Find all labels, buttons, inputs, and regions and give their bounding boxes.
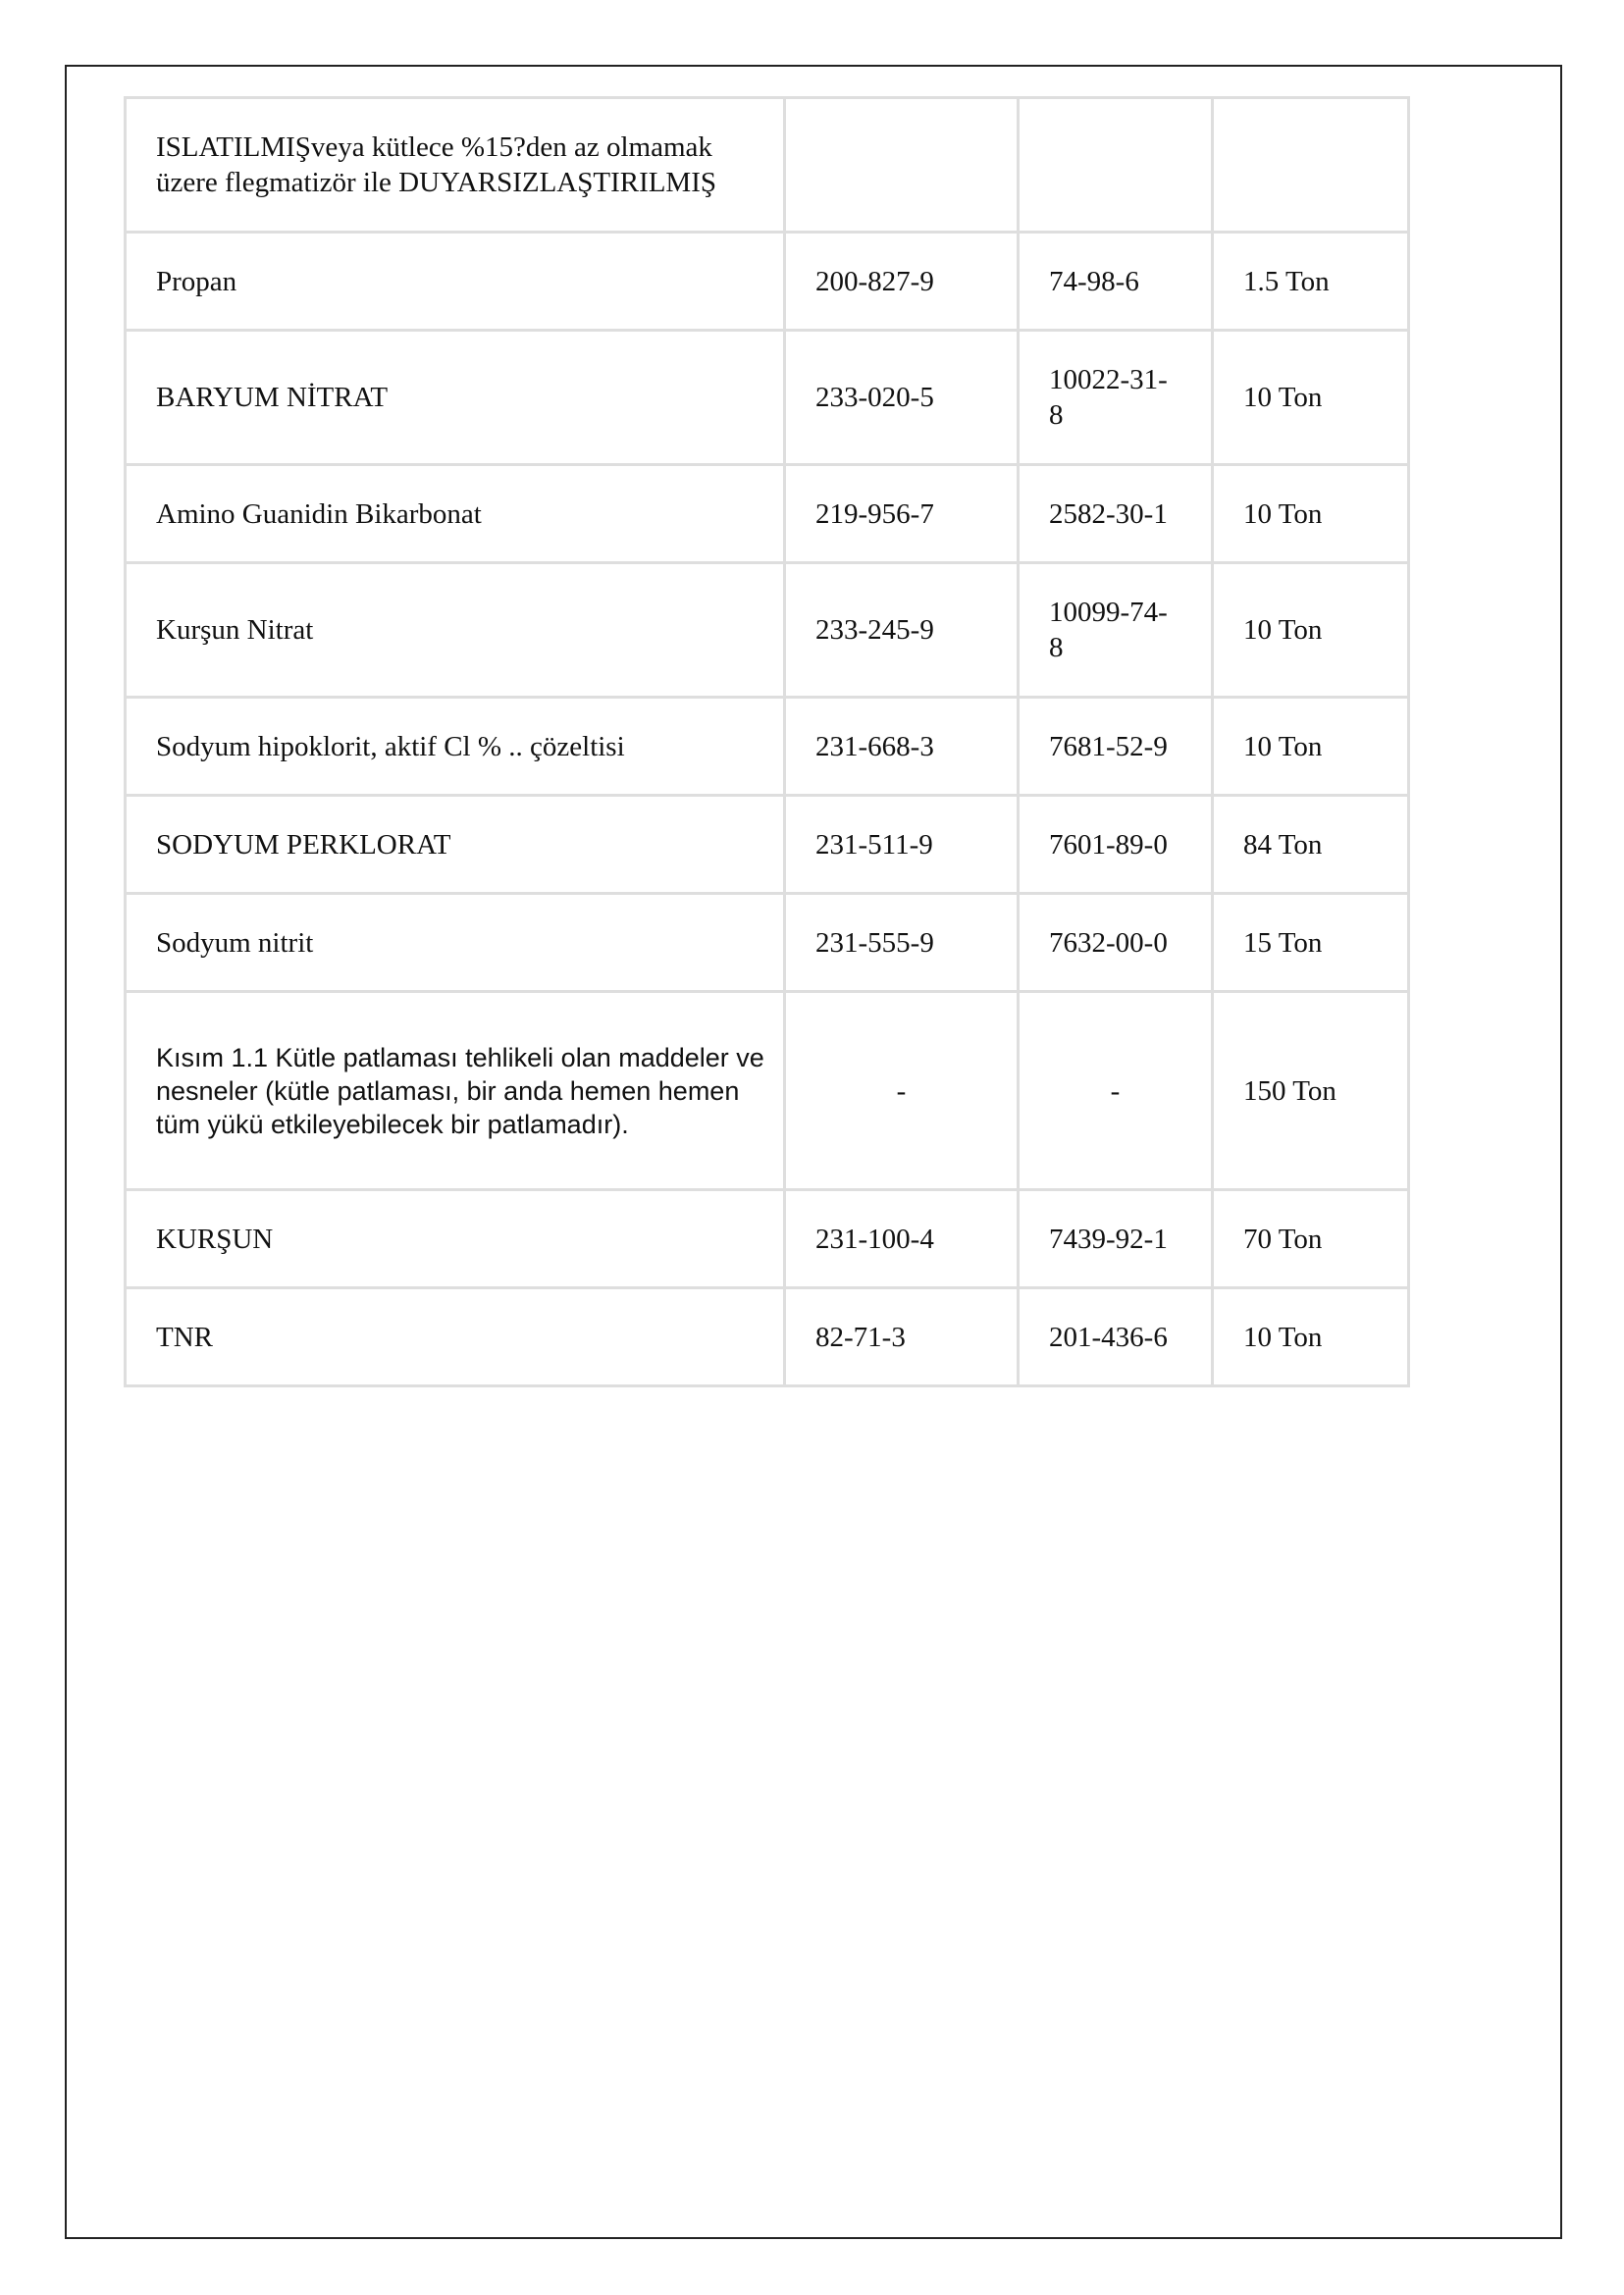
quantity-cell (1213, 1288, 1409, 1386)
substance-name-cell (126, 563, 785, 698)
cas-number-cell (1019, 1288, 1213, 1386)
cas-number: 7632-00-0 (1049, 926, 1168, 959)
table-row (126, 465, 1409, 563)
quantity-cell (1213, 894, 1409, 992)
cas-number-cell (1019, 796, 1213, 894)
cas-number-cell (1019, 992, 1213, 1190)
substance-name-cell (126, 796, 785, 894)
ec-number-cell (785, 98, 1019, 233)
cas-number: 7439-92-1 (1049, 1223, 1168, 1255)
ec-number-cell (785, 331, 1019, 465)
quantity-cell (1213, 465, 1409, 563)
cas-number-cell (1019, 98, 1213, 233)
table-row (126, 894, 1409, 992)
ec-number-cell (785, 698, 1019, 796)
quantity-cell (1213, 698, 1409, 796)
table-row (126, 331, 1409, 465)
ec-number-cell (785, 992, 1019, 1190)
quantity-cell (1213, 331, 1409, 465)
quantity-cell (1213, 563, 1409, 698)
substance-name: Sodyum hipoklorit, aktif Cl % .. çözeltisi (156, 730, 625, 762)
substance-name: Kurşun Nitrat (156, 614, 314, 646)
ec-number: 233-020-5 (815, 382, 934, 413)
quantity: 10 Ton (1243, 382, 1323, 413)
quantity-cell (1213, 1190, 1409, 1288)
substance-name: Amino Guanidin Bikarbonat (156, 497, 482, 530)
ec-number-cell (785, 465, 1019, 563)
cas-number: - (1110, 1074, 1121, 1107)
quantity: 150 Ton (1243, 1074, 1336, 1107)
table-row (126, 992, 1409, 1190)
table-row (126, 233, 1409, 331)
substance-name: Kısım 1.1 Kütle patlaması tehlikeli olan maddeler ve nesneler (kütle patlaması, bir anda hemen hemen tüm yükü etkileyebilecek bir patlamadır). (156, 1042, 764, 1139)
cas-number: 7681-52-9 (1049, 730, 1168, 762)
substance-table (124, 96, 1410, 1387)
ec-number-cell (785, 1190, 1019, 1288)
substance-name-cell (126, 894, 785, 992)
substance-name: SODYUM PERKLORAT (156, 828, 451, 861)
ec-number-cell (785, 894, 1019, 992)
cas-number: 10022-31-8 (1049, 364, 1168, 431)
quantity: 10 Ton (1243, 614, 1323, 646)
ec-number: 233-245-9 (815, 614, 934, 646)
substance-name-cell (126, 698, 785, 796)
quantity-cell (1213, 992, 1409, 1190)
table-row (126, 1288, 1409, 1386)
ec-number-cell (785, 796, 1019, 894)
quantity-cell (1213, 233, 1409, 331)
quantity: 10 Ton (1243, 730, 1323, 762)
substance-name-cell (126, 1190, 785, 1288)
cas-number-cell (1019, 233, 1213, 331)
substance-name-cell (126, 1288, 785, 1386)
table-row (126, 698, 1409, 796)
cas-number-cell (1019, 465, 1213, 563)
cas-number: 2582-30-1 (1049, 497, 1168, 530)
substance-name-cell (126, 465, 785, 563)
substance-name: Propan (156, 265, 237, 297)
ec-number-cell (785, 233, 1019, 331)
quantity: 15 Ton (1243, 926, 1323, 959)
quantity: 10 Ton (1243, 1321, 1323, 1353)
ec-number-cell (785, 563, 1019, 698)
table-row (126, 98, 1409, 233)
substance-name: Sodyum nitrit (156, 926, 314, 959)
ec-number: 231-100-4 (815, 1223, 934, 1255)
cas-number-cell (1019, 331, 1213, 465)
substance-name-cell (126, 331, 785, 465)
ec-number: 231-511-9 (815, 828, 933, 861)
table-row (126, 1190, 1409, 1288)
cas-number-cell (1019, 563, 1213, 698)
quantity-cell (1213, 98, 1409, 233)
substance-name-cell (126, 992, 785, 1190)
ec-number: 231-668-3 (815, 730, 934, 762)
ec-number: 219-956-7 (815, 497, 934, 530)
cas-number: 201-436-6 (1049, 1321, 1168, 1353)
ec-number: 231-555-9 (815, 926, 934, 959)
quantity: 10 Ton (1243, 497, 1323, 530)
cas-number: 74-98-6 (1049, 265, 1139, 297)
cas-number-cell (1019, 894, 1213, 992)
cas-number-cell (1019, 698, 1213, 796)
ec-number-cell (785, 1288, 1019, 1386)
quantity: 1.5 Ton (1243, 265, 1330, 297)
ec-number: 200-827-9 (815, 265, 934, 297)
table-row (126, 796, 1409, 894)
substance-name: KURŞUN (156, 1223, 274, 1255)
substance-name-cell (126, 233, 785, 331)
cas-number-cell (1019, 1190, 1213, 1288)
substance-name-cell (126, 98, 785, 233)
quantity-cell (1213, 796, 1409, 894)
substance-name: BARYUM NİTRAT (156, 382, 389, 413)
quantity: 70 Ton (1243, 1223, 1323, 1255)
ec-number: 82-71-3 (815, 1321, 906, 1353)
cas-number: 10099-74-8 (1049, 597, 1168, 663)
substance-name: TNR (156, 1321, 213, 1353)
substance-name: ISLATILMIŞveya kütlece %15?den az olmamak üzere flegmatizör ile DUYARSIZLAŞTIRILMIŞ (156, 131, 717, 198)
cas-number: 7601-89-0 (1049, 828, 1168, 861)
table-row (126, 563, 1409, 698)
ec-number: - (896, 1074, 907, 1107)
quantity: 84 Ton (1243, 828, 1323, 861)
